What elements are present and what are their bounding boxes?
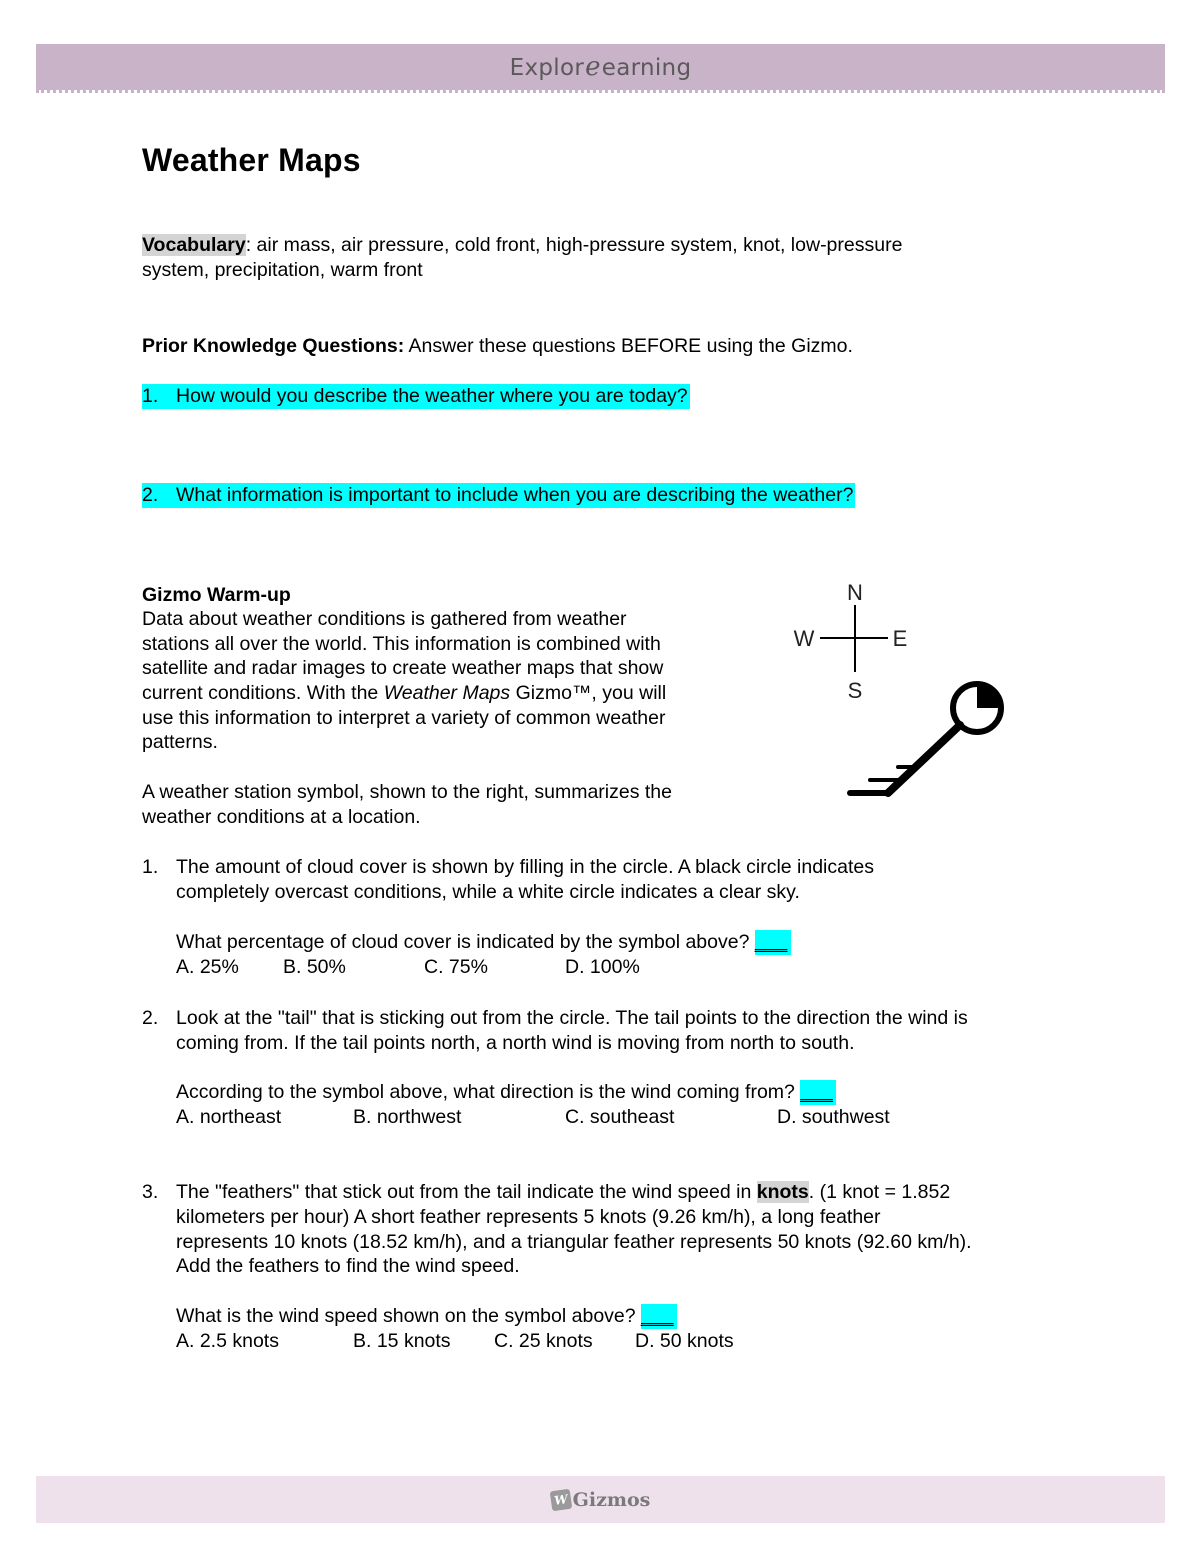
question-3-text-b: . (1 knot = 1.852	[808, 1181, 951, 1203]
prior-knowledge-text: Answer these questions BEFORE using the Gizmo.	[404, 335, 853, 357]
question-3-choice-b[interactable]: B. 15 knots	[353, 1330, 451, 1352]
vocabulary-line-2: system, precipitation, warm front	[142, 259, 423, 281]
warmup-text-a: current conditions. With the	[142, 682, 384, 704]
warmup-paragraph-2-line-1: A weather station symbol, shown to the right, summarizes the	[142, 781, 672, 803]
question-1-line-1: The amount of cloud cover is shown by filling in the circle. A black circle indicates	[176, 856, 875, 878]
question-3-choice-a[interactable]: A. 2.5 knots	[176, 1330, 279, 1352]
warmup-paragraph-1-line-3: satellite and radar images to create weather maps that show	[142, 657, 664, 679]
question-3-prompt	[176, 1304, 677, 1329]
question-2-line-2: coming from. If the tail points north, a north wind is moving from north to south.	[176, 1032, 855, 1054]
header-divider	[36, 90, 1165, 93]
question-3-number: 3.	[142, 1181, 159, 1203]
warmup-paragraph-1-line-6: patterns.	[142, 731, 218, 753]
warmup-text-b: Gizmo™, you will	[510, 682, 667, 704]
warmup-paragraph-1-line-1: Data about weather conditions is gathered from weather	[142, 608, 627, 630]
compass-south-label: S	[847, 678, 863, 703]
warmup-heading: Gizmo Warm-up	[142, 584, 291, 606]
question-3-line-1	[176, 1180, 950, 1205]
prior-question-1-text: How would you describe the weather where you are today?	[176, 385, 688, 407]
question-2-choice-b[interactable]: B. northwest	[353, 1106, 462, 1128]
prior-question-2	[142, 483, 855, 508]
question-3-prompt-text: What is the wind speed shown on the symbol above?	[176, 1305, 642, 1327]
question-3-choices	[176, 1329, 734, 1354]
question-3-line-3: represents 10 knots (18.52 km/h), and a triangular feather represents 50 knots (92.60 km/h).	[176, 1231, 972, 1253]
logo-text-part1: Explor	[509, 55, 585, 81]
prior-question-1	[142, 384, 690, 409]
prior-question-2-text: What information is important to include when you are describing the weather?	[176, 484, 854, 506]
question-2-line-1: Look at the "tail" that is sticking out from the circle. The tail points to the direction the wind is	[176, 1007, 968, 1029]
question-1-answer-blank[interactable]: ___	[755, 930, 791, 955]
compass-east-label: E	[892, 626, 908, 651]
question-2-choice-c[interactable]: C. southeast	[565, 1106, 675, 1128]
question-2-prompt	[176, 1080, 836, 1105]
vocabulary-line-1	[142, 233, 902, 258]
warmup-paragraph-2-line-2: weather conditions at a location.	[142, 806, 421, 828]
question-2-answer-blank[interactable]: ___	[800, 1080, 836, 1105]
warmup-paragraph-1-line-5: use this information to interpret a variety of common weather	[142, 707, 666, 729]
question-1-prompt	[176, 930, 791, 955]
question-1-prompt-text: What percentage of cloud cover is indicated by the symbol above?	[176, 931, 755, 953]
logo-text-part2: earning	[601, 55, 692, 81]
prior-question-1-number: 1.	[142, 385, 159, 407]
page-title: Weather Maps	[142, 142, 361, 178]
question-2-choice-d[interactable]: D. southwest	[777, 1106, 890, 1128]
warmup-paragraph-1-line-4	[142, 681, 666, 706]
question-3-choice-c[interactable]: C. 25 knots	[494, 1330, 593, 1352]
question-3-line-4: Add the feathers to find the wind speed.	[176, 1255, 520, 1277]
weather-station-figure	[770, 570, 1020, 810]
question-1-choice-c[interactable]: C. 75%	[424, 956, 488, 978]
compass-north-label: N	[847, 580, 863, 605]
question-1-choice-a[interactable]: A. 25%	[176, 956, 239, 978]
header-band	[36, 44, 1165, 90]
footer-band	[36, 1476, 1165, 1523]
question-1-number: 1.	[142, 856, 159, 878]
question-2-prompt-text: According to the symbol above, what direction is the wind coming from?	[176, 1081, 801, 1103]
gizmo-name: Weather Maps	[383, 682, 511, 704]
explorelearning-logo	[510, 52, 692, 82]
question-3-choice-d[interactable]: D. 50 knots	[635, 1330, 734, 1352]
question-1-choice-b[interactable]: B. 50%	[283, 956, 346, 978]
vocabulary-colon: :	[245, 234, 252, 256]
question-2-choices	[176, 1105, 890, 1130]
gizmos-mark-icon: W	[549, 1488, 572, 1511]
question-1-choices	[176, 955, 640, 980]
question-3-text-a: The "feathers" that stick out from the tail indicate the wind speed in	[176, 1181, 757, 1203]
prior-knowledge-intro	[142, 334, 853, 359]
question-1-line-2: completely overcast conditions, while a white circle indicates a clear sky.	[176, 881, 800, 903]
question-2-choice-a[interactable]: A. northeast	[176, 1106, 282, 1128]
prior-knowledge-label: Prior Knowledge Questions:	[142, 335, 405, 357]
question-3-line-2: kilometers per hour) A short feather represents 5 knots (9.26 km/h), a long feather	[176, 1206, 881, 1228]
prior-question-2-number: 2.	[142, 484, 159, 506]
compass-rose-icon	[794, 580, 908, 703]
logo-mark-icon: e	[585, 52, 601, 82]
vocabulary-label: Vocabulary	[142, 234, 246, 256]
question-3-answer-blank[interactable]: ___	[641, 1304, 677, 1329]
compass-west-label: W	[793, 626, 815, 651]
vocabulary-list-1: air mass, air pressure, cold front, high-pressure system, knot, low-pressure	[251, 234, 903, 256]
gizmos-logo	[551, 1489, 651, 1511]
question-1-choice-d[interactable]: D. 100%	[565, 956, 640, 978]
question-2-number: 2.	[142, 1007, 159, 1029]
gizmos-logo-text: Gizmos	[572, 1488, 651, 1511]
warmup-paragraph-1-line-2: stations all over the world. This information is combined with	[142, 633, 661, 655]
weather-station-symbol-icon	[850, 684, 1001, 793]
knots-term: knots	[756, 1181, 809, 1203]
